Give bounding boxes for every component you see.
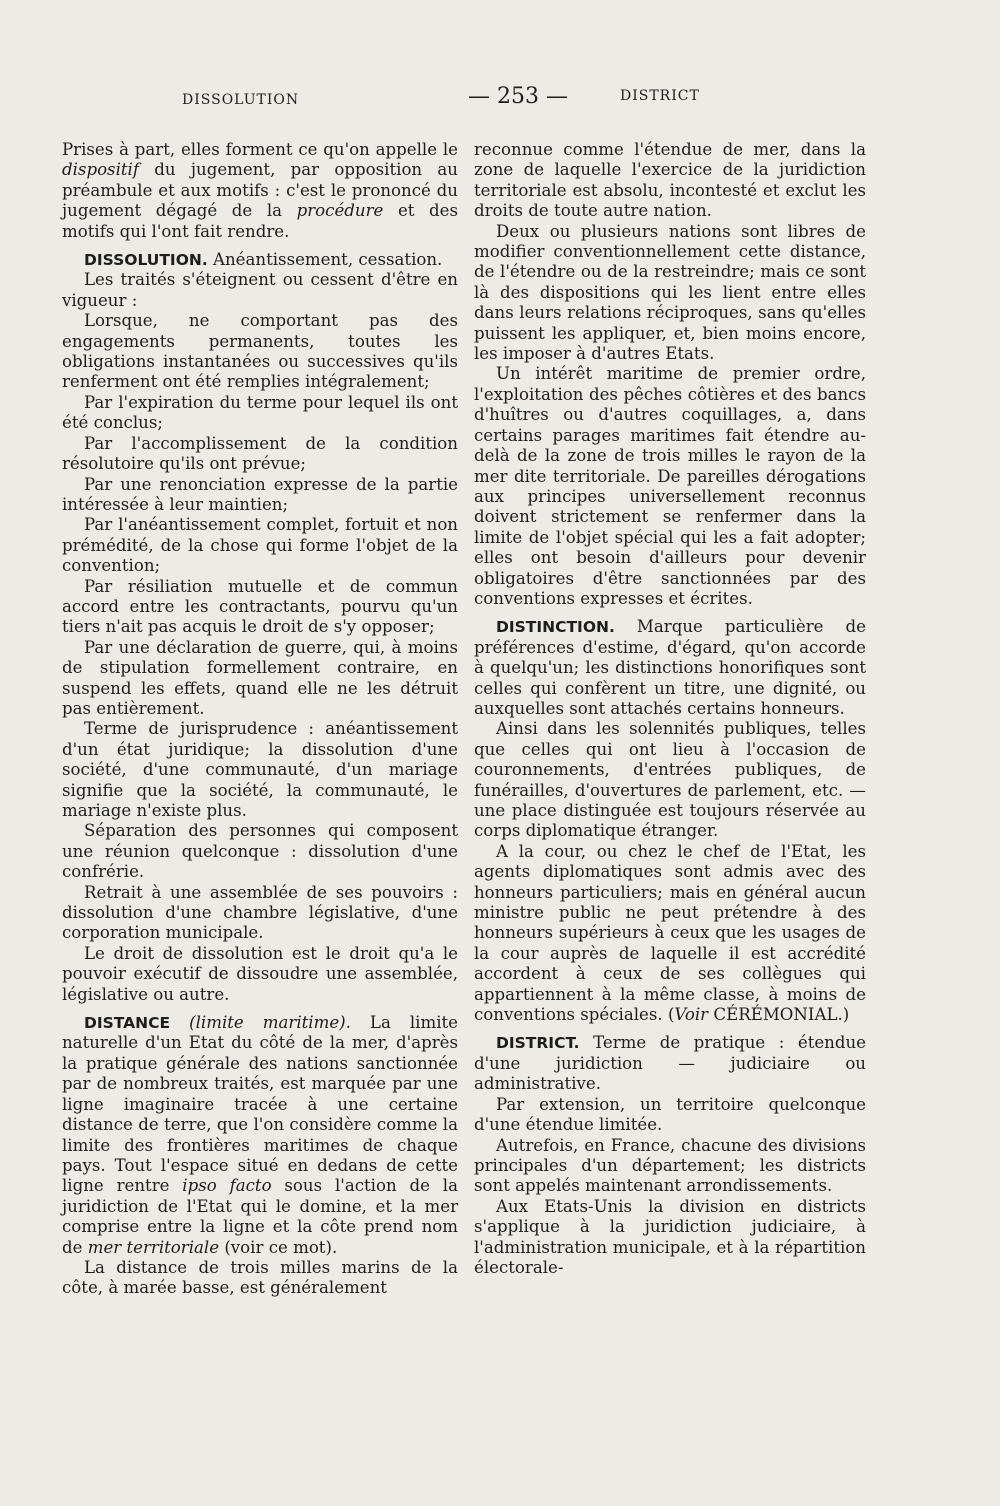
paragraph: [62, 577, 458, 638]
text-run: Marque particulière de préférences d'estime, d'égard, qu'on accorde à quelqu'un; les distinctions honorifiques sont celles qui confèrent un titre, une dignité, ou auxquelles sont attachés certains honneurs.: [474, 617, 866, 718]
paragraph: [62, 393, 458, 434]
paragraph: [62, 719, 458, 821]
paragraph: [474, 719, 866, 841]
text-run: Les traités s'éteignent ou cessent d'être en vigueur :: [62, 270, 458, 310]
header-left-word: DISSOLUTION: [182, 92, 300, 108]
text-run: Le droit de dissolution est le droit qu'a le pouvoir exécutif de dissoudre une assemblée, législative ou autre.: [62, 943, 458, 1004]
paragraph: [62, 311, 458, 393]
text-run: [170, 1013, 189, 1032]
text-run: Par extension, un territoire quelconque d'une étendue limitée.: [474, 1094, 866, 1135]
running-header: [60, 84, 940, 114]
text-run: sous l'action de la juridiction de l'Etat qui le domine, et la mer comprise entre la ligne et la côte prend nom de: [62, 1176, 458, 1257]
text-run: Prises à part, elles forment ce qu'on appelle le: [62, 140, 458, 159]
text-run: Anéantissement, cessation.: [207, 250, 443, 270]
italic-text: Voir: [674, 1005, 709, 1025]
text-run: Aux Etats-Unis la division en districts s'applique à la juridiction judiciaire, à l'administration municipale, et à la répartition électorale-: [474, 1196, 866, 1277]
text-run: A la cour, ou chez le chef de l'Etat, les agents diplomatiques sont admis avec des honneurs particuliers; mais en général aucun ministre public ne peut prétendre à des honneurs supérieurs à ceux que les usages de la cour auprès de laquelle il est accrédité accordent à ceux de ses collègues qui appartiennent à la même classe, à moins de conventions spéciales. (: [474, 841, 866, 1025]
paragraph: [474, 1095, 866, 1136]
text-run: Séparation des personnes qui composent une réunion quelconque : dissolution d'une confrérie.: [62, 821, 458, 882]
text-run: Un intérêt maritime de premier ordre, l'exploitation des pêches côtières et des bancs d'huîtres ou d'autres coquillages, a, dans certains parages maritimes fait étendre au-delà de la zone de trois milles le rayon de la mer dite territoriale. De pareilles dérogations aux principes universellement reconnus doivent strictement se renfermer dans la limite de l'objet spécial qui les a fait adopter; elles ont besoin d'ailleurs pour devenir obligatoires d'être sanctionnées par des conventions expresses et écrites.: [474, 364, 866, 608]
paragraph: [474, 842, 866, 1026]
italic-text: ipso facto: [182, 1176, 272, 1196]
text-run: Deux ou plusieurs nations sont libres de modifier conventionnellement cette distance, de l'étendre ou de la restreindre; mais ce sont là des dispositions qui les lient entre elles dans leurs relations réciproques, sans qu'elles puissent les appliquer, et, bien moins encore, les imposer à d'autres Etats.: [474, 221, 866, 364]
paragraph: [62, 821, 458, 882]
paragraph: [474, 222, 866, 365]
paragraph: [62, 140, 458, 242]
entry-headword: DISTRICT.: [496, 1034, 580, 1053]
dictionary-entry: [62, 250, 458, 270]
text-run: Par l'expiration du terme pour lequel ils ont été conclus;: [62, 392, 458, 433]
text-run: La distance de trois milles marins de la côte, à marée basse, est généralement: [62, 1257, 458, 1298]
text-run: Par résiliation mutuelle et de commun accord entre les contractants, pourvu qu'un tiers n'ait pas acquis le droit de s'y opposer;: [62, 576, 458, 637]
text-run: Terme de jurisprudence : anéantissement d'un état juridique; la dissolution d'une société, d'une communauté, d'un mariage signifie que la société, la communauté, le mariage n'existe plus.: [62, 719, 458, 820]
italic-text: (limite maritime).: [189, 1013, 351, 1033]
right-column: [474, 140, 866, 1278]
paragraph: [62, 944, 458, 1005]
paragraph: [62, 1258, 458, 1299]
italic-text: mer territoriale: [87, 1237, 220, 1257]
paragraph: [62, 638, 458, 720]
text-run: Par une renonciation expresse de la partie intéressée à leur maintien;: [62, 474, 458, 514]
paragraph: [62, 475, 458, 516]
entry-headword: DISTINCTION.: [496, 618, 615, 637]
text-run: Ainsi dans les solennités publiques, telles que celles qui ont lieu à l'occasion de couronnements, d'entrées publiques, de funérailles, d'ouvertures de parlement, etc. — une place distinguée est toujours réservée au corps diplomatique étranger.: [474, 719, 866, 841]
text-run: Par une déclaration de guerre, qui, à moins de stipulation formellement contraire, en suspend les effets, quand elle ne les détruit pas entièrement.: [62, 637, 458, 718]
text-run: La limite naturelle d'un Etat du côté de la mer, d'après la pratique générale des nations sanctionnée par de nombreux traités, est marquée par une ligne imaginaire tracée à une certaine distance de terre, que l'on considère comme la limite des frontières maritimes de chaque pays. Tout l'espace situé en dedans de cette ligne rentre: [62, 1013, 458, 1196]
italic-text: procédure: [296, 201, 384, 221]
text-run: Par l'accomplissement de la condition résolutoire qu'ils ont prévue;: [62, 433, 458, 474]
paragraph: [474, 1136, 866, 1197]
text-run: Par l'anéantissement complet, fortuit et non prémédité, de la chose qui forme l'objet de la convention;: [62, 515, 458, 576]
text-run: Autrefois, en France, chacune des divisions principales d'un département; les districts sont appelés maintenant arrondissements.: [474, 1135, 866, 1196]
entry-headword: DISTANCE: [84, 1014, 171, 1033]
text-run: CÉRÉMONIAL.): [708, 1005, 850, 1025]
dictionary-entry: [474, 617, 866, 719]
text-run: du jugement, par opposition au préambule et aux motifs : c'est le prononcé du jugement dégagé de la: [62, 160, 458, 221]
paragraph: [474, 364, 866, 609]
text-run: et des motifs qui l'ont fait rendre.: [62, 201, 459, 241]
header-right-word: DISTRICT: [620, 88, 700, 104]
text-run: Lorsque, ne comportant pas des engagements permanents, toutes les obligations instantanées ou successives qu'ils renferment ont été remplies intégralement;: [62, 311, 458, 392]
left-column: [62, 140, 458, 1299]
text-run: reconnue comme l'étendue de mer, dans la zone de laquelle l'exercice de la juridiction territoriale est absolu, incontesté et exclut les droits de toute autre nation.: [474, 140, 866, 221]
text-run: Terme de pratique : étendue d'une juridiction — judiciaire ou administrative.: [474, 1033, 866, 1094]
italic-text: dispositif: [62, 160, 139, 180]
paragraph: [62, 270, 458, 311]
page-number: — 253 —: [468, 84, 568, 109]
dictionary-entry: [474, 1033, 866, 1094]
paragraph: [474, 1197, 866, 1279]
text-run: (voir ce mot).: [219, 1237, 338, 1257]
entry-headword: DISSOLUTION.: [84, 251, 208, 270]
paragraph: [474, 140, 866, 222]
paragraph: [62, 434, 458, 475]
text-run: Retrait à une assemblée de ses pouvoirs : dissolution d'une chambre législative, d'une corporation municipale.: [62, 882, 458, 943]
dictionary-entry: [62, 1013, 458, 1258]
paragraph: [62, 515, 458, 576]
paragraph: [62, 883, 458, 944]
